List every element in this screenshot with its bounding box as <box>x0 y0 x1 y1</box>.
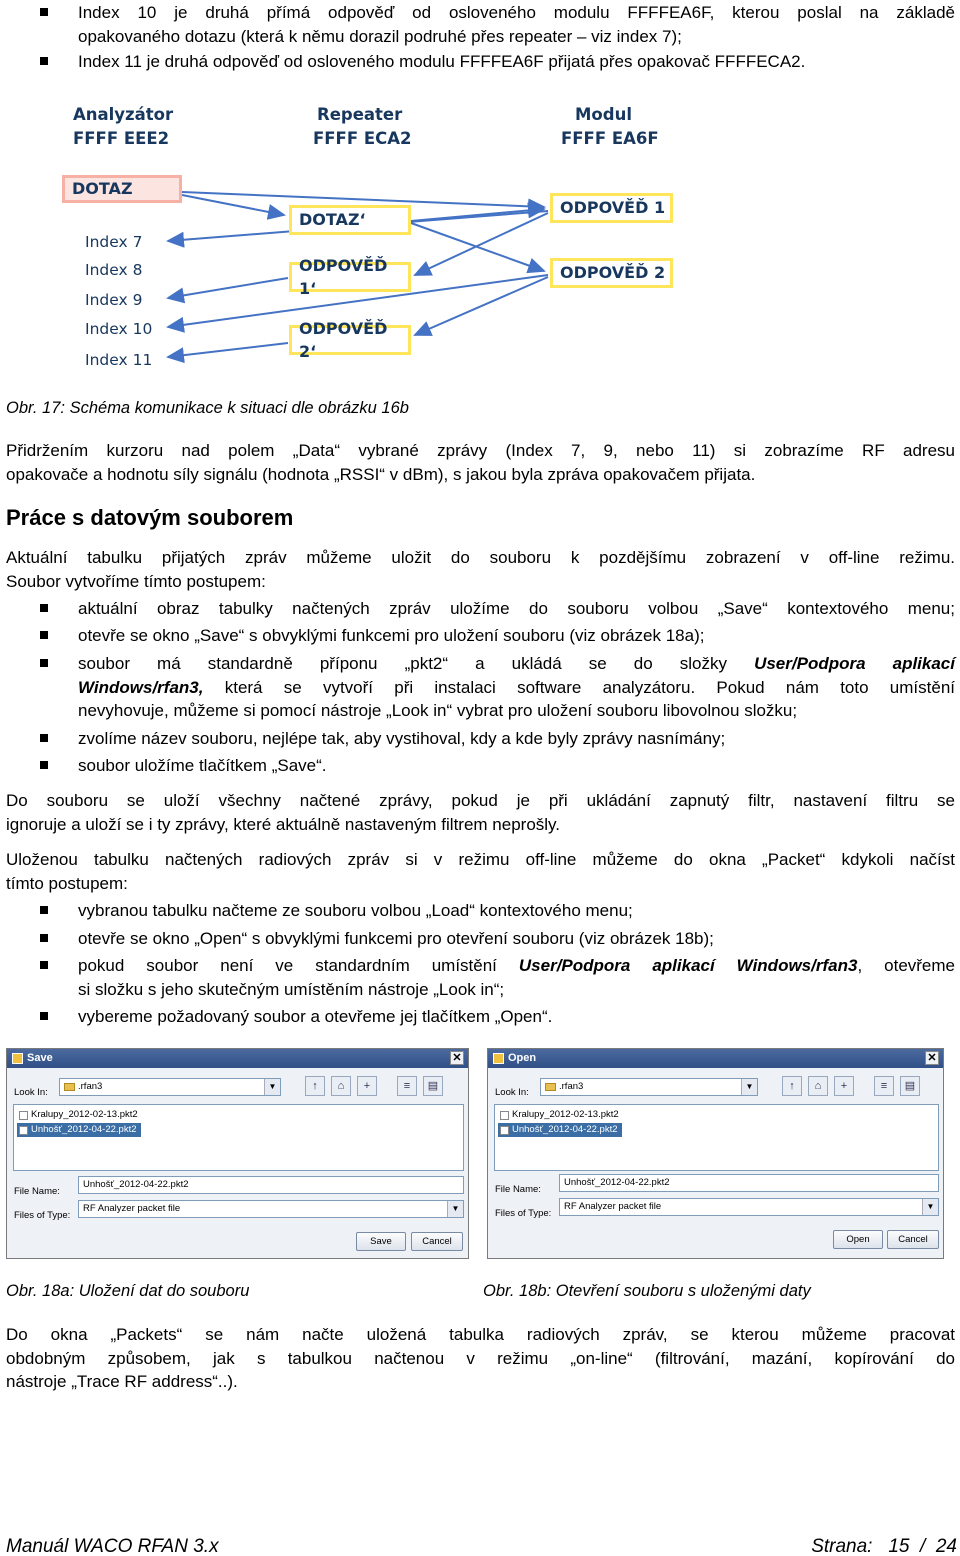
index-label: Index 10 <box>85 320 153 338</box>
file-type-value: RF Analyzer packet file <box>564 1201 662 1212</box>
bullet-text-part: soubor má standardně příponu „pkt2“ a ukládá se do složky <box>78 654 727 673</box>
file-type-label: Files of Type: <box>495 1208 552 1219</box>
paragraph-line: ignoruje a uloží se i ty zprávy, které aktuálně nastaveným filtrem neprošly. <box>6 814 561 834</box>
bullet-marker <box>40 934 48 942</box>
communication-diagram <box>0 95 960 385</box>
file-icon <box>500 1126 509 1135</box>
bullet-marker <box>40 761 48 769</box>
bullet-text: aktuální obraz tabulky načtených zpráv uložíme do souboru volbou „Save“ kontextového menu; <box>78 599 955 618</box>
col-title: Repeater <box>317 105 403 124</box>
folder-icon <box>64 1083 75 1091</box>
folder-path: User/Podpora aplikací Windows/rfan3 <box>518 956 858 975</box>
paragraph-filter-note <box>6 789 955 836</box>
paragraph-packets <box>6 1323 955 1394</box>
bullet-marker <box>40 1012 48 1020</box>
page-label: Strana: <box>811 1536 873 1556</box>
bullet-text-line: Index 11 je druhá odpověď od osloveného modulu FFFFEA6F přijatá přes opakovač FFFFECA2. <box>78 52 806 71</box>
cancel-button[interactable]: Cancel <box>411 1232 463 1251</box>
new-folder-icon[interactable]: + <box>834 1076 854 1096</box>
arrow-dotaz-to-repeater <box>182 195 284 215</box>
col-address: FFFF ECA2 <box>313 129 412 148</box>
file-item-selected[interactable] <box>498 1123 622 1137</box>
load-step <box>6 899 955 923</box>
save-step <box>6 754 955 778</box>
paragraph-line: Soubor vytvoříme tímto postupem: <box>6 571 266 591</box>
paragraph-line: Do okna „Packets“ se nám načte uložená tabulka radiových zpráv, se kterou můžeme pracovat <box>6 1325 955 1344</box>
save-step <box>6 624 955 648</box>
file-type-combo[interactable] <box>78 1200 464 1218</box>
arrow-dotaz2-to-modul-2 <box>411 223 544 271</box>
paragraph-load-intro <box>6 848 955 895</box>
file-name: Kralupy_2012-02-13.pkt2 <box>512 1109 619 1120</box>
bullet-text: soubor uložíme tlačítkem „Save“. <box>78 756 327 775</box>
footer-title: Manuál WACO RFAN 3.x <box>6 1536 219 1556</box>
file-type-value: RF Analyzer packet file <box>83 1203 181 1214</box>
bullet-text-line: si složku s jeho skutečným umístěním nástroje „Look in“; <box>78 979 505 999</box>
file-icon <box>19 1111 28 1120</box>
list-view-icon[interactable]: ≡ <box>397 1076 417 1096</box>
look-in-label: Look In: <box>14 1087 48 1098</box>
paragraph-line: tímto postupem: <box>6 873 128 893</box>
load-step <box>6 927 955 951</box>
arrow-odp1r-to-index9 <box>168 278 288 298</box>
file-name-field[interactable]: Unhošť_2012-04-22.pkt2 <box>559 1174 939 1192</box>
diagram-col-module <box>561 103 659 151</box>
close-icon[interactable]: ✕ <box>450 1051 464 1065</box>
bullet-text: vybereme požadovaný soubor a otevřeme jej tlačítkem „Open“. <box>78 1007 553 1026</box>
dialog-titlebar[interactable] <box>7 1049 468 1068</box>
app-icon <box>493 1053 504 1064</box>
folder-path: Windows/rfan3, <box>78 677 204 697</box>
paragraph-line: nástroje „Trace RF address“..). <box>6 1372 238 1391</box>
details-view-icon[interactable]: ▤ <box>423 1076 443 1096</box>
figure-caption-17: Obr. 17: Schéma komunikace k situaci dle obrázku 16b <box>6 399 409 417</box>
paragraph-line: Uloženou tabulku načtených radiových zpráv si v režimu off-line můžeme do okna „Packet“ kdykoli načíst <box>6 850 955 869</box>
home-icon[interactable]: ⌂ <box>331 1076 351 1096</box>
box-dotaz: DOTAZ <box>62 175 182 203</box>
file-item[interactable] <box>17 1108 138 1122</box>
paragraph-line: opakovače a hodnotu síly signálu (hodnota „RSSI“ v dBm), s jakou byla zpráva opakovačem přijata. <box>6 464 756 484</box>
dialog-titlebar[interactable] <box>488 1049 943 1068</box>
index-label: Index 9 <box>85 291 143 309</box>
bullet-text: zvolíme název souboru, nejlépe tak, aby vystihoval, kdy a kde byly zprávy nasnímány; <box>78 729 726 748</box>
box-odpoved-2-repeated: ODPOVĚĎ 2‘ <box>289 325 411 355</box>
look-in-value: .rfan3 <box>78 1081 103 1092</box>
app-icon <box>12 1053 23 1064</box>
list-view-icon[interactable]: ≡ <box>874 1076 894 1096</box>
file-name-field[interactable]: Unhošť_2012-04-22.pkt2 <box>78 1176 464 1194</box>
up-folder-icon[interactable]: ↑ <box>782 1076 802 1096</box>
chevron-down-icon[interactable]: ▼ <box>264 1079 280 1095</box>
up-folder-icon[interactable]: ↑ <box>305 1076 325 1096</box>
bullet-marker <box>40 604 48 612</box>
look-in-value: .rfan3 <box>559 1081 584 1092</box>
home-icon[interactable]: ⌂ <box>808 1076 828 1096</box>
new-folder-icon[interactable]: + <box>357 1076 377 1096</box>
bullet-marker <box>40 659 48 667</box>
intro-bullet <box>6 50 955 74</box>
cancel-button[interactable]: Cancel <box>887 1230 939 1249</box>
bullet-marker <box>40 631 48 639</box>
paragraph-rssi <box>6 439 955 486</box>
chevron-down-icon[interactable]: ▼ <box>447 1201 463 1217</box>
diagram-col-repeater <box>313 103 411 151</box>
save-step <box>6 597 955 621</box>
figure-caption-18a: Obr. 18a: Uložení dat do souboru <box>6 1282 250 1300</box>
bullet-text-part: která se vytvoří při instalaci software analyzátoru. Pokud nám toto umístění <box>203 677 955 697</box>
look-in-combo[interactable] <box>59 1078 281 1096</box>
bullet-marker <box>40 961 48 969</box>
dialog-title: Open <box>508 1052 537 1064</box>
bullet-text-line: Index 10 je druhá přímá odpověď od osloveného modulu FFFFEA6F, kterou poslal na základě <box>78 3 955 22</box>
bullet-marker <box>40 57 48 65</box>
open-dialog <box>487 1048 944 1259</box>
box-odpoved-1-repeated: ODPOVĚĎ 1‘ <box>289 262 411 292</box>
file-name-label: File Name: <box>14 1186 60 1197</box>
folder-path: User/Podpora aplikací <box>754 654 955 673</box>
save-dialog <box>6 1048 469 1259</box>
bullet-marker <box>40 906 48 914</box>
file-icon <box>19 1126 28 1135</box>
paragraph-line: Aktuální tabulku přijatých zpráv můžeme uložit do souboru k pozdějšímu zobrazení v off-line režimu. <box>6 548 955 567</box>
bullet-text-line: opakovaného dotazu (která k němu dorazil podruhé přes repeater – viz index 7); <box>78 26 682 46</box>
file-name-label: File Name: <box>495 1184 541 1195</box>
footer-page-number <box>811 1535 957 1556</box>
chevron-down-icon[interactable]: ▼ <box>922 1199 938 1215</box>
bullet-text: otevře se okno „Save“ s obvyklými funkcemi pro uložení souboru (viz obrázek 18a); <box>78 626 705 645</box>
paragraph-line: Přidržením kurzoru nad polem „Data“ vybrané zprávy (Index 7, 9, nebo 11) si zobrazíme RF adresu <box>6 441 955 460</box>
bullet-text-line <box>78 676 955 700</box>
arrow-dotaz2-to-modul <box>411 209 544 221</box>
load-step <box>6 954 955 1001</box>
bullet-text-part: pokud soubor není ve standardním umístění <box>78 956 519 975</box>
file-list[interactable] <box>494 1104 939 1171</box>
file-name: Unhošť_2012-04-22.pkt2 <box>31 1124 137 1135</box>
diagram-col-analyzer <box>73 103 173 151</box>
paragraph-save-intro <box>6 546 955 593</box>
paragraph-line: Do souboru se uloží všechny načtené zprávy, pokud je při ukládání zapnutý filtr, nastavení filtru se <box>6 791 955 810</box>
current-page: 15 <box>888 1536 910 1556</box>
chevron-down-icon[interactable]: ▼ <box>741 1079 757 1095</box>
section-heading: Práce s datovým souborem <box>6 505 294 530</box>
index-label: Index 7 <box>85 233 143 251</box>
arrow-odp2-to-repeater <box>415 277 548 335</box>
file-item[interactable] <box>498 1108 619 1122</box>
arrow-odp2r-to-index11 <box>168 343 288 357</box>
file-type-label: Files of Type: <box>14 1210 71 1221</box>
save-step <box>6 727 955 751</box>
bullet-text: otevře se okno „Open“ s obvyklými funkcemi pro otevření souboru (viz obrázek 18b); <box>78 929 714 948</box>
col-title: Analyzátor <box>73 105 174 124</box>
close-icon[interactable]: ✕ <box>925 1051 939 1065</box>
page-separator: / <box>920 1536 926 1556</box>
open-button[interactable]: Open <box>833 1230 883 1249</box>
col-title: Modul <box>575 105 632 124</box>
col-address: FFFF EEE2 <box>73 129 170 148</box>
bullet-text-line <box>78 652 955 676</box>
box-odpoved-2: ODPOVĚĎ 2 <box>550 258 673 288</box>
dialog-title: Save <box>27 1052 53 1064</box>
file-icon <box>500 1111 509 1120</box>
intro-bullet <box>6 1 955 48</box>
look-in-label: Look In: <box>495 1087 529 1098</box>
bullet-marker <box>40 734 48 742</box>
bullet-text-line: nevyhovuje, můžeme si pomocí nástroje „Look in“ vybrat pro uložení souboru libovolnou složku; <box>78 701 798 720</box>
col-address: FFFF EA6F <box>561 129 659 148</box>
bullet-text: vybranou tabulku načteme ze souboru volbou „Load“ kontextového menu; <box>78 901 633 920</box>
save-step <box>6 652 955 723</box>
bullet-text-line <box>78 954 955 978</box>
file-list[interactable] <box>13 1104 464 1171</box>
box-odpoved-1: ODPOVĚĎ 1 <box>550 193 673 223</box>
figure-caption-18b: Obr. 18b: Otevření souboru s uloženými daty <box>483 1282 811 1300</box>
load-step <box>6 1005 955 1029</box>
save-button[interactable]: Save <box>356 1232 406 1251</box>
file-name: Kralupy_2012-02-13.pkt2 <box>31 1109 138 1120</box>
bullet-text-part: , otevřeme <box>857 956 955 975</box>
total-pages: 24 <box>935 1536 957 1556</box>
details-view-icon[interactable]: ▤ <box>900 1076 920 1096</box>
look-in-combo[interactable] <box>540 1078 758 1096</box>
file-type-combo[interactable] <box>559 1198 939 1216</box>
bullet-marker <box>40 8 48 16</box>
file-name: Unhošť_2012-04-22.pkt2 <box>512 1124 618 1135</box>
index-label: Index 11 <box>85 351 153 369</box>
box-dotaz-repeated: DOTAZ‘ <box>289 205 411 235</box>
paragraph-line: obdobným způsobem, jak s tabulkou načtenou v režimu „on-line“ (filtrování, mazání, kopírování do <box>6 1348 955 1368</box>
index-label: Index 8 <box>85 261 143 279</box>
file-item-selected[interactable] <box>17 1123 141 1137</box>
folder-icon <box>545 1083 556 1091</box>
